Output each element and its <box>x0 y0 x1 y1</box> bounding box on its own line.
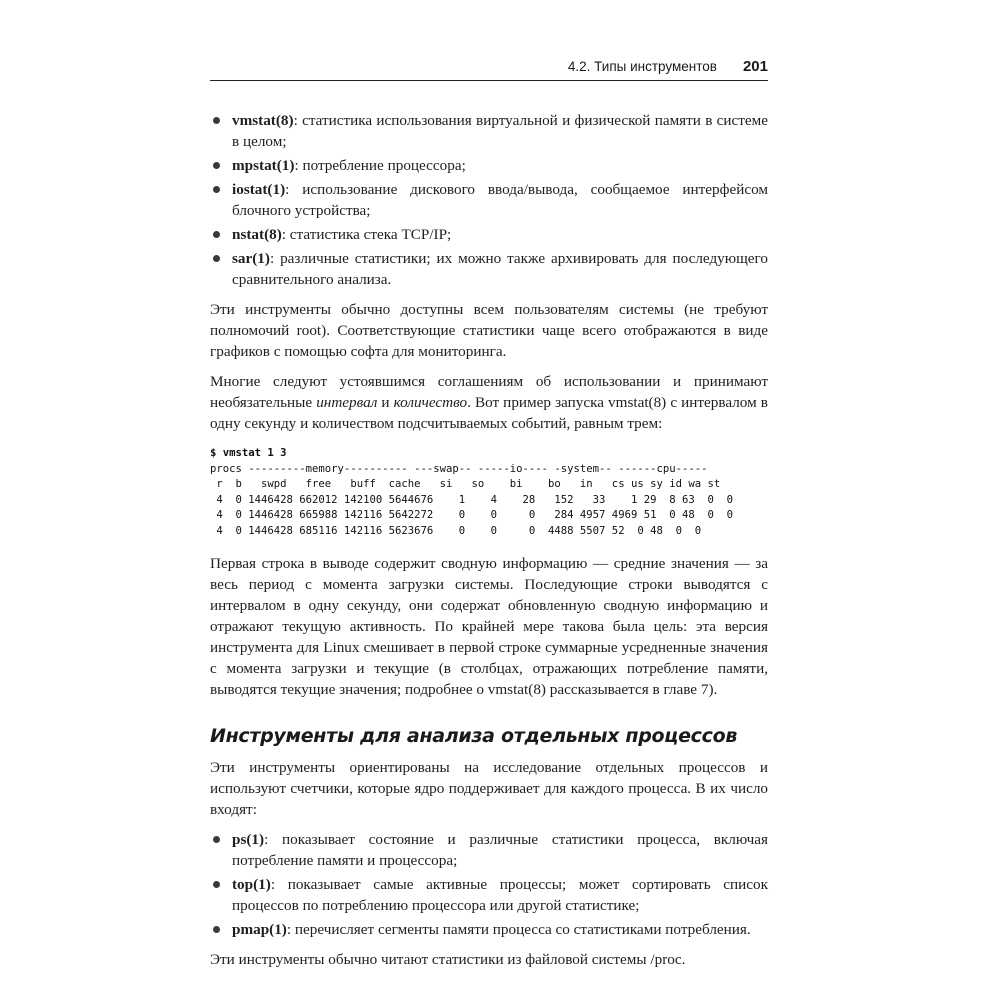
list-item <box>210 829 768 871</box>
process-tools-list <box>210 829 768 940</box>
tool-description: : перечисляет сегменты памяти процесса со статистиками потребления. <box>286 921 751 938</box>
tool-description: : статистика использования виртуальной и физической памяти в системе в целом; <box>232 112 768 150</box>
tool-description: : показывает состояние и различные статистики процесса, включая потребление памяти и процессора; <box>232 831 768 869</box>
tool-name: vmstat(8) <box>232 112 294 129</box>
bullet-icon <box>213 117 220 124</box>
tool-description: : различные статистики; их можно также архивировать для последующего сравнительного анализа. <box>232 250 768 288</box>
paragraph <box>210 371 768 434</box>
bullet-icon <box>213 186 220 193</box>
tool-name: top(1) <box>232 876 271 893</box>
list-item <box>210 874 768 916</box>
code-listing <box>210 446 768 539</box>
tool-name: mpstat(1) <box>232 157 295 174</box>
subheading: Инструменты для анализа отдельных процессов <box>210 725 738 747</box>
running-header <box>210 58 768 81</box>
code-output: procs ---------memory---------- ---swap-- -----io---- -system-- ------cpu----- r b swpd free buff cache si so bi bo in cs us sy id wa st 4 0 1446428 662012 142100 5644676 1 4 28 152 33 1 29 8 63 0 0 4 0 1446428 665988 142116 5642272 0 0 0 284 4957 4969 51 0 48 0 0 4 0 1446428 685116 142116 5623676 0 0 0 4488 5507 52 0 48 0 0 <box>210 462 733 537</box>
tool-name: nstat(8) <box>232 226 282 243</box>
bullet-icon <box>213 231 220 238</box>
tool-name: pmap(1) <box>232 921 287 938</box>
paragraph: Эти инструменты обычно доступны всем пользователям системы (не требуют полномочий root). Соответствующие статистики чаще всего отображаются в виде графиков с помощью софта для мониторинга. <box>210 301 768 360</box>
code-command: $ vmstat 1 3 <box>210 447 287 459</box>
section-title: 4.2. Типы инструментов <box>567 59 717 74</box>
list-item <box>210 919 768 940</box>
page-body <box>210 110 768 979</box>
bullet-icon <box>213 836 220 843</box>
bullet-icon <box>213 255 220 262</box>
bullet-icon <box>213 162 220 169</box>
tool-description: : использование дискового ввода/вывода, сообщаемое интерфейсом блочного устройства; <box>232 181 768 219</box>
bullet-icon <box>213 881 220 888</box>
list-item <box>210 179 768 221</box>
text-run: . Вот пример запуска vmstat(8) с интервалом в одну секунду и количеством подсчитываемых событий, равным трем: <box>210 394 768 432</box>
tool-name: sar(1) <box>232 250 270 267</box>
tool-description: : статистика стека TCP/IP; <box>281 226 452 243</box>
paragraph: Первая строка в выводе содержит сводную информацию — средние значения — за весь период с момента загрузки системы. Последующие строки выводятся с интервалом в одну секунду, они содержат обновленную сводную информацию и отражают текущую активность. По крайней мере такова была цель: эта версия инструмента для Linux смешивает в первой строке суммарные усредненные значения с момента загрузки и текущие (в столбцах, отражающих потребление памяти, выводятся текущие значения; подробнее о vmstat(8) рассказывается в главе 7). <box>210 555 768 698</box>
tool-description: : потребление процессора; <box>294 157 466 174</box>
text-run: и <box>377 394 394 411</box>
text-run: Многие следуют устоявшимся соглашениям об использовании и принимают необязательные <box>210 373 768 411</box>
list-item <box>210 155 768 176</box>
bullet-icon <box>213 926 220 933</box>
tool-name: iostat(1) <box>232 181 286 198</box>
emphasis-count: количество <box>393 394 468 411</box>
tool-name: ps(1) <box>232 831 265 848</box>
paragraph: Эти инструменты обычно читают статистики из файловой системы /proc. <box>210 951 686 968</box>
emphasis-interval: интервал <box>316 394 378 411</box>
list-item <box>210 224 768 245</box>
list-item <box>210 110 768 152</box>
paragraph: Эти инструменты ориентированы на исследование отдельных процессов и используют счетчики, которые ядро поддерживает для каждого процесса. В их число входят: <box>210 759 768 818</box>
page-number: 201 <box>742 58 768 75</box>
tool-description: : показывает самые активные процессы; может сортировать список процессов по потреблению процессора или другой статистике; <box>232 876 768 914</box>
system-tools-list <box>210 110 768 290</box>
list-item <box>210 248 768 290</box>
